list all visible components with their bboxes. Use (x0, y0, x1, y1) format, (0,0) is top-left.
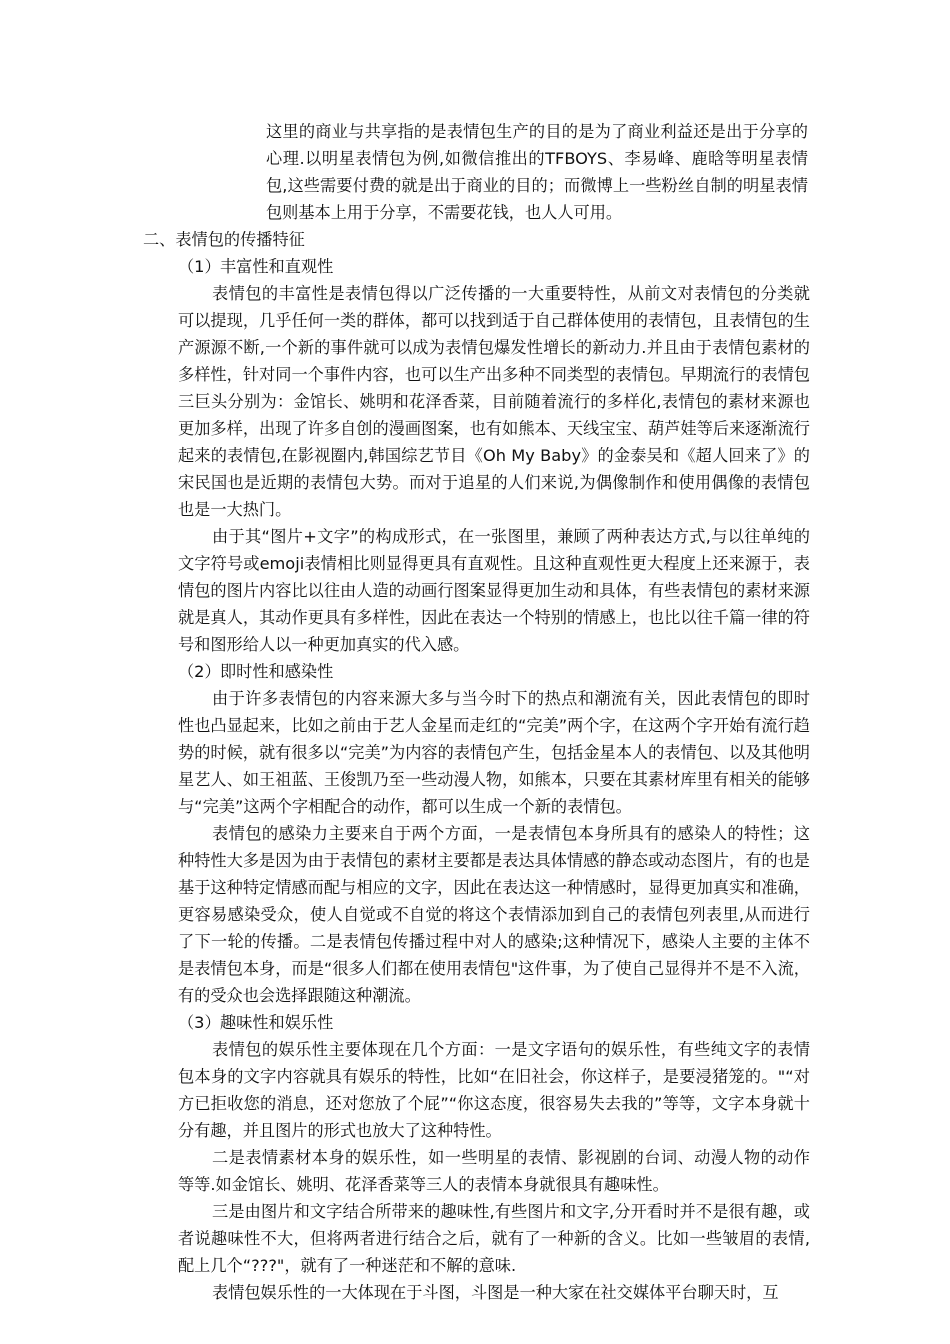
section-heading: 二、表情包的传播特征 (143, 230, 305, 249)
subsection-number: （1） (178, 257, 221, 276)
document-body (143, 118, 810, 1306)
body-paragraph: 三是由图片和文字结合所带来的趣味性,有些图片和文字,分开看时并不是很有趣，或者说趣味性不大，但将两者进行结合之后，就有了一种新的含义。比如一些皱眉的表情,配上几个“???"，就有了一种迷茫和不解的意味. (178, 1202, 810, 1275)
body-paragraph: 表情包的感染力主要来自于两个方面，一是表情包本身所具有的感染人的特性；这种特性大多是因为由于表情包的素材主要都是表达具体情感的静态或动态图片，有的也是基于这种特定情感而配与相应的文字，因此在表达这一种情感时，显得更加真实和准确，更容易感染受众，使人自觉或不自觉的将这个表情添加到自己的表情包列表里,从而进行了下一轮的传播。二是表情包传播过程中对人的感染;这种情况下，感染人主要的主体不是表情包本身，而是“很多人们都在使用表情包"这件事，为了使自己显得并不是不入流，有的受众也会选择跟随这种潮流。 (178, 824, 810, 1005)
body-paragraph: 由于许多表情包的内容来源大多与当今时下的热点和潮流有关，因此表情包的即时性也凸显起来，比如之前由于艺人金星而走红的“完美”两个字，在这两个字开始有流行趋势的时候，就有很多以“完美”为内容的表情包产生，包括金星本人的表情包、以及其他明星艺人、如王祖蓝、王俊凯乃至一些动漫人物，如熊本，只要在其素材库里有相关的能够与“完美”这两个字相配合的动作，都可以生成一个新的表情包。 (178, 689, 810, 816)
subsection-title: 丰富性和直观性 (220, 257, 334, 276)
body-paragraph: 表情包的丰富性是表情包得以广泛传播的一大重要特性，从前文对表情包的分类就可以提现，几乎任何一类的群体，都可以找到适于自己群体使用的表情包，且表情包的生产源源不断,一个新的事件就可以成为表情包爆发性增长的新动力.并且由于表情包素材的多样性，针对同一个事件内容，也可以生产出多种不同类型的表情包。早期流行的表情包三巨头分别为：金馆长、姚明和花泽香菜，目前随着流行的多样化,表情包的素材来源也更加多样，出现了许多自创的漫画图案，也有如熊本、天线宝宝、葫芦娃等后来逐渐流行起来的表情包,在影视圈内,韩国综艺节目《Oh My Baby》的金泰吴和《超人回来了》的宋民国也是近期的表情包大势。而对于追星的人们来说,为偶像制作和使用偶像的表情包也是一大热门。 (178, 284, 810, 519)
body-paragraph: 表情包娱乐性的一大体现在于斗图，斗图是一种大家在社交媒体平台聊天时，互 (212, 1283, 779, 1302)
subsection-heading-1 (178, 253, 810, 280)
body-paragraph: 表情包的娱乐性主要体现在几个方面：一是文字语句的娱乐性，有些纯文字的表情包本身的文字内容就具有娱乐的特性，比如“在旧社会，你这样子，是要浸猪笼的。"“对方已拒收您的消息，还对您放了个屁”“你这态度，很容易失去我的”等等，文字本身就十分有趣，并且图片的形式也放大了这种特性。 (178, 1040, 810, 1140)
subsection-number: （2） (178, 662, 221, 681)
subsection-heading-2 (178, 658, 810, 685)
intro-paragraph: 这里的商业与共享指的是表情包生产的目的是为了商业利益还是出于分享的心理.以明星表情包为例,如微信推出的TFBOYS、李易峰、鹿晗等明星表情包,这些需要付费的就是出于商业的目的；而微博上一些粉丝自制的明星表情包则基本上用于分享，不需要花钱，也人人可用。 (266, 122, 808, 222)
subsection-number: （3） (178, 1013, 221, 1032)
subsection-title: 即时性和感染性 (220, 662, 334, 681)
subsection-title: 趣味性和娱乐性 (220, 1013, 334, 1032)
subsection-heading-3 (178, 1009, 810, 1036)
body-paragraph: 二是表情素材本身的娱乐性，如一些明星的表情、影视剧的台词、动漫人物的动作等等.如金馆长、姚明、花泽香菜等三人的表情本身就很具有趣味性。 (178, 1148, 810, 1194)
body-paragraph: 由于其“图片+文字”的构成形式，在一张图里，兼顾了两种表达方式,与以往单纯的文字符号或emoji表情相比则显得更具有直观性。且这种直观性更大程度上还来源于，表情包的图片内容比以往由人造的动画行图案显得更加生动和具体，有些表情包的素材来源就是真人，其动作更具有多样性，因此在表达一个特别的情感上，也比以往千篇一律的符号和图形给人以一种更加真实的代入感。 (178, 527, 810, 654)
